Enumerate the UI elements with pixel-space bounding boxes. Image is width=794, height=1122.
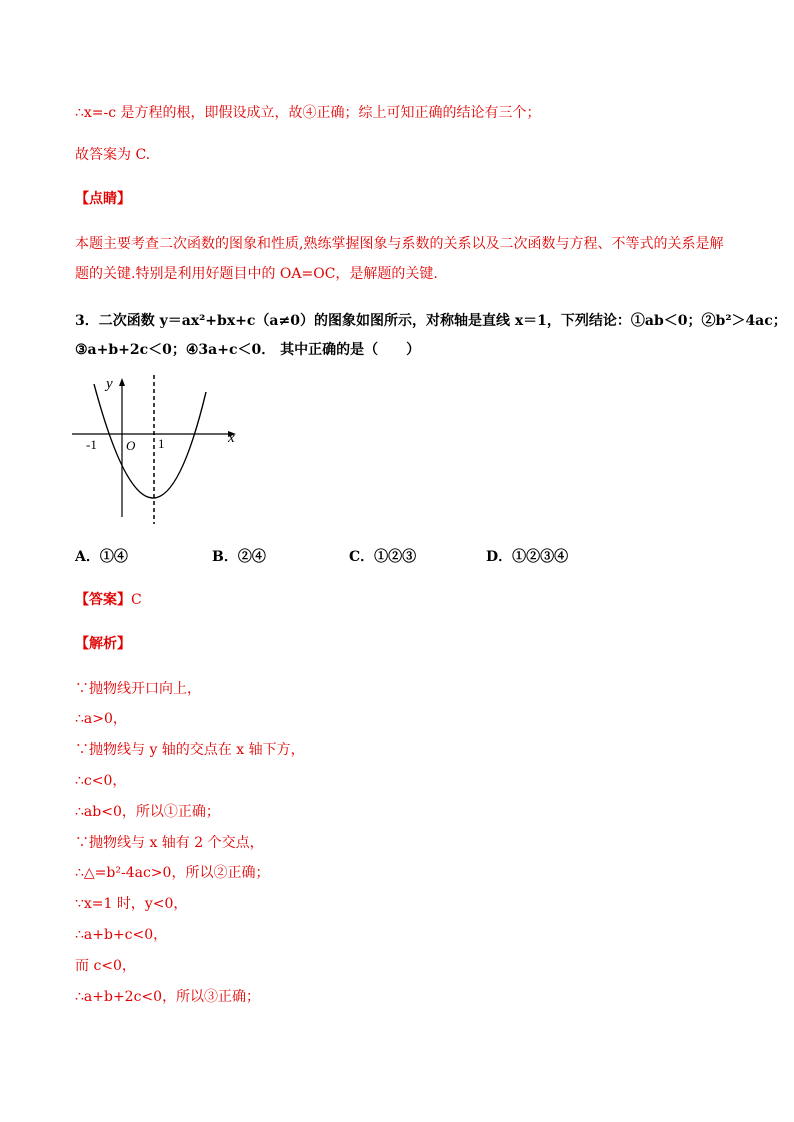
option-b: B．②④ (212, 549, 266, 565)
option-d: D．①②③④ (486, 549, 569, 565)
option-c: C．①②③ (349, 549, 417, 565)
analysis-line: ∵抛物线与 y 轴的交点在 x 轴下方， (75, 742, 305, 758)
dianjing-text-line-1: 本题主要考查二次函数的图象和性质,熟练掌握图象与系数的关系以及二次函数与方程、不等式的关系是解 (75, 236, 724, 252)
prev-conclusion-line: ∴x=-c 是方程的根，即假设成立，故④正确；综上可知正确的结论有三个； (75, 105, 541, 121)
parabola-curve (94, 384, 206, 498)
y-axis-arrow (119, 378, 125, 386)
analysis-line: ∵抛物线开口向上， (75, 681, 201, 697)
question-stem-line-1: 3．二次函数 y＝ax²+bx+c（a≠0）的图象如图所示，对称轴是直线 x＝1，下列结论：①ab＜0；②b²＞4ac； (75, 313, 787, 329)
answer-heading: 【答案】 (75, 592, 131, 608)
dianjing-heading: 【点睛】 (75, 191, 131, 207)
tick-label-minus-one: -1 (86, 437, 97, 452)
prev-answer-line: 故答案为 C. (75, 147, 151, 163)
analysis-line: 而 c<0， (75, 958, 136, 974)
analysis-line: ∴a>0， (75, 711, 127, 727)
tick-label-one: 1 (158, 436, 165, 451)
y-axis-label: y (106, 376, 113, 392)
answer-value: C (131, 592, 142, 608)
analysis-line: ∴c<0， (75, 773, 127, 789)
x-axis-label: x (228, 430, 235, 446)
dianjing-text-line-2: 题的关键.特别是利用好题目中的 OA=OC，是解题的关键. (75, 266, 438, 282)
option-a: A．①④ (75, 549, 128, 565)
analysis-line: ∴a+b+c<0， (75, 927, 168, 943)
origin-label: O (126, 438, 136, 453)
analysis-line: ∴a+b+2c<0，所以③正确； (75, 989, 261, 1005)
analysis-line: ∵x=1 时，y<0， (75, 896, 188, 912)
answer-line (75, 591, 142, 609)
question-stem-line-2: ③a+b+2c＜0；④3a+c＜0． 其中正确的是（ ） (75, 342, 421, 358)
parabola-graph (66, 372, 246, 527)
analysis-line: ∵抛物线与 x 轴有 2 个交点， (75, 835, 264, 851)
analysis-line: ∴△=b²-4ac>0，所以②正确； (75, 865, 270, 881)
analysis-heading: 【解析】 (75, 636, 131, 652)
analysis-line: ∴ab<0，所以①正确； (75, 804, 220, 820)
